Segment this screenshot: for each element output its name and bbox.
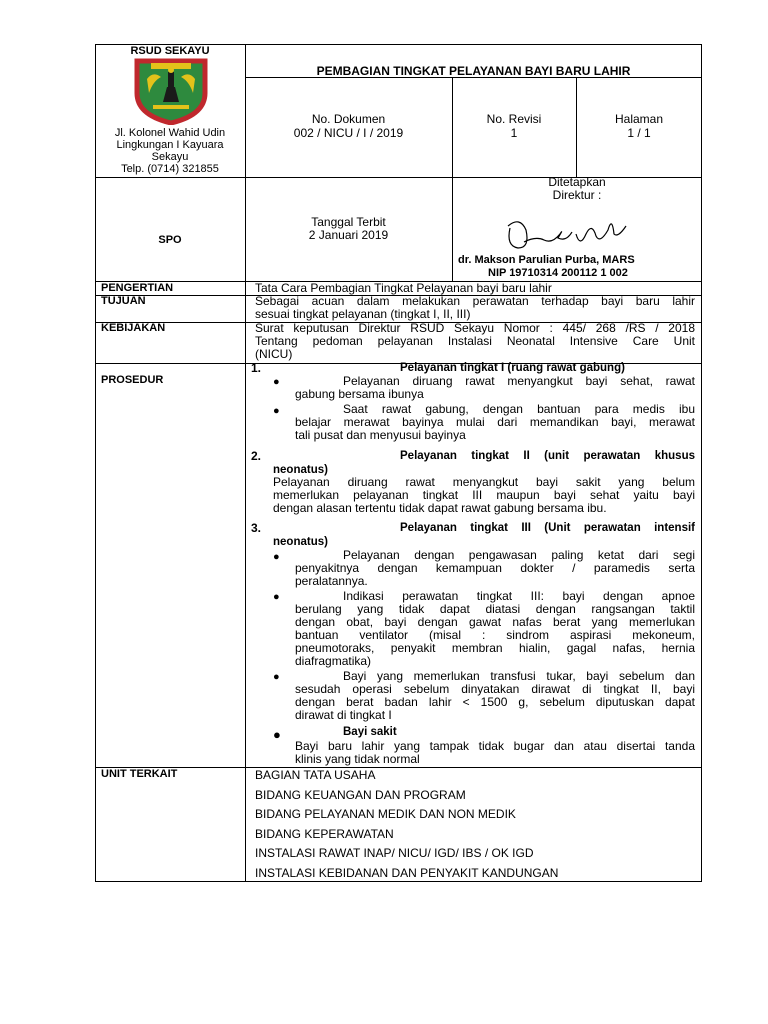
text-line: penyakitnya dengan kemampuan dokter / paramedis serta bbox=[295, 561, 695, 575]
item-text bbox=[273, 476, 695, 515]
unit-list bbox=[255, 766, 558, 883]
text-line: sesudah operasi sebelum dinyatakan dirawat di tingkat II, bayi bbox=[295, 682, 695, 696]
item-title: Pelayanan tingkat II (unit perawatan khusus bbox=[400, 450, 695, 462]
address-line: Telp. (0714) 321855 bbox=[121, 163, 219, 175]
list-item: BIDANG PELAYANAN MEDIK DAN NON MEDIK bbox=[255, 807, 516, 821]
bullet-icon: ● bbox=[273, 405, 280, 417]
tujuan-label: TUJUAN bbox=[101, 295, 146, 307]
address-line: Sekayu bbox=[151, 151, 189, 163]
text-line: dirawat di tingkat I bbox=[295, 708, 392, 722]
direktur-label: Direktur : bbox=[552, 188, 602, 202]
kebijakan-label: KEBIJAKAN bbox=[101, 322, 166, 334]
list-item: INSTALASI KEBIDANAN DAN PENYAKIT KANDUNGAN bbox=[255, 865, 559, 880]
revision-number bbox=[452, 112, 576, 140]
list-item bbox=[295, 740, 695, 766]
list-item bbox=[295, 549, 695, 588]
item-title-continued: neonatus) bbox=[273, 464, 328, 476]
text-line: bantuan ventilator (misal : sindrom aspirasi mekoneum, bbox=[295, 628, 695, 642]
address-line: Lingkungan I Kayuara bbox=[116, 139, 224, 151]
text-line: berulang yang tidak dapat diatasi dengan rangsangan taktil bbox=[295, 602, 695, 616]
tujuan-line: Sebagai acuan dalam melakukan perawatan terhadap bayi baru lahir bbox=[255, 294, 695, 308]
bullet-icon: ● bbox=[273, 551, 280, 563]
tanggal-label: Tanggal Terbit bbox=[311, 215, 386, 229]
address-line: Jl. Kolonel Wahid Udin bbox=[114, 127, 226, 139]
item-title: Bayi sakit bbox=[343, 726, 397, 738]
list-item bbox=[295, 375, 695, 401]
bullet-icon: ● bbox=[273, 671, 280, 683]
text-line: dengan obat, bayi dengan gawat nafas berat yang memerlukan bbox=[295, 615, 695, 629]
spo-document bbox=[95, 44, 702, 881]
spo-label: SPO bbox=[158, 234, 182, 246]
text-line: pneumotoraks, penyakit membran hialin, gagal nafas, hernia bbox=[295, 641, 695, 655]
text-line: Bayi baru lahir yang tampak tidak bugar dan atau disertai tanda bbox=[295, 739, 695, 753]
ditetapkan-block bbox=[452, 176, 702, 202]
director-nip: NIP 19710314 200112 1 002 bbox=[488, 267, 628, 279]
halaman-value: 1 / 1 bbox=[627, 126, 651, 140]
item-title-continued: neonatus) bbox=[273, 536, 328, 548]
tanggal-value: 2 Januari 2019 bbox=[308, 228, 389, 242]
list-item: BAGIAN TATA USAHA bbox=[255, 768, 376, 782]
hospital-logo bbox=[133, 57, 209, 125]
list-item bbox=[295, 590, 695, 668]
issue-date bbox=[245, 216, 452, 242]
text-line: Pelayanan diruang rawat menyangkut bayi sakit yang belum bbox=[273, 475, 695, 489]
no-dokumen-value: 002 / NICU / I / 2019 bbox=[293, 126, 404, 140]
tujuan-text bbox=[255, 295, 695, 321]
ditetapkan-label: Ditetapkan bbox=[548, 175, 606, 189]
no-revisi-label: No. Revisi bbox=[486, 112, 542, 126]
text-line: dengan alasan tertentu tidak dapat rawat gabung bersama ibu. bbox=[273, 501, 607, 515]
pengertian-text: Tata Cara Pembagian Tingkat Pelayanan bayi baru lahir bbox=[255, 281, 552, 295]
halaman-label: Halaman bbox=[614, 112, 664, 126]
list-item bbox=[295, 403, 695, 442]
director-name: dr. Makson Parulian Purba, MARS bbox=[458, 254, 635, 266]
text-line: Saat rawat gabung, dengan bantuan para medis ibu bbox=[343, 402, 695, 416]
text-line: Pelayanan diruang rawat menyangkut bayi sehat, rawat bbox=[343, 374, 695, 388]
kebijakan-line: Surat keputusan Direktur RSUD Sekayu Nomor : 445/ 268 /RS / 2018 bbox=[255, 321, 695, 335]
item-number: 1. bbox=[251, 361, 262, 375]
text-line: klinis yang tidak normal bbox=[295, 752, 420, 766]
text-line: gabung bersama ibunya bbox=[295, 387, 424, 401]
item-title: Pelayanan tingkat I (ruang rawat gabung) bbox=[400, 362, 625, 374]
bullet-icon: ● bbox=[273, 591, 280, 603]
text-line: peralatannya. bbox=[295, 574, 368, 588]
text-line: diafragmatika) bbox=[295, 654, 372, 668]
text-line: Indikasi perawatan tingkat III: bayi dengan apnoe bbox=[343, 589, 695, 603]
list-item: BIDANG KEUANGAN DAN PROGRAM bbox=[255, 787, 466, 802]
text-line: memerlukan pelayanan tingkat III maupun bayi sehat yaitu bayi bbox=[273, 488, 695, 502]
kebijakan-line: (NICU) bbox=[255, 347, 293, 361]
text-line: dengan berat badan lahir < 1500 g, sebelum diputuskan dapat bbox=[295, 695, 695, 709]
item-number: 3. bbox=[251, 521, 262, 535]
unit-terkait-label: UNIT TERKAIT bbox=[101, 768, 178, 780]
text-line: Bayi yang memerlukan transfusi tukar, bayi sebelum dan bbox=[343, 669, 695, 683]
prosedur-label: PROSEDUR bbox=[101, 374, 164, 386]
text-line: tali pusat dan menyusui bayinya bbox=[295, 428, 466, 442]
hospital-address bbox=[95, 127, 245, 175]
hospital-name: RSUD SEKAYU bbox=[130, 45, 210, 57]
text-line: belajar merawat bayinya mulai dari memandikan bayi, merawat bbox=[295, 415, 695, 429]
no-revisi-value: 1 bbox=[510, 126, 518, 140]
document-title: PEMBAGIAN TINGKAT PELAYANAN BAYI BARU LAHIR bbox=[316, 64, 631, 78]
document-number bbox=[245, 112, 452, 140]
kebijakan-line: Tentang pedoman pelayanan Instalasi Neonatal Intensive Care Unit bbox=[255, 334, 695, 348]
tujuan-line: sesuai tingkat pelayanan (tingkat I, II, III) bbox=[255, 307, 471, 321]
bullet-icon: ● bbox=[273, 376, 280, 388]
item-number: 2. bbox=[251, 449, 262, 463]
bullet-icon: ● bbox=[273, 727, 281, 742]
kebijakan-text bbox=[255, 322, 695, 361]
page-number bbox=[576, 112, 702, 140]
list-item bbox=[295, 670, 695, 722]
director-signature bbox=[500, 208, 640, 254]
list-item: BIDANG KEPERAWATAN bbox=[255, 826, 394, 841]
no-dokumen-label: No. Dokumen bbox=[311, 112, 386, 126]
item-title: Pelayanan tingkat III (Unit perawatan intensif bbox=[400, 522, 695, 534]
list-item: INSTALASI RAWAT INAP/ NICU/ IGD/ IBS / OK IGD bbox=[255, 846, 534, 860]
text-line: Pelayanan dengan pengawasan paling ketat dari segi bbox=[343, 548, 695, 562]
pengertian-label: PENGERTIAN bbox=[101, 282, 174, 294]
